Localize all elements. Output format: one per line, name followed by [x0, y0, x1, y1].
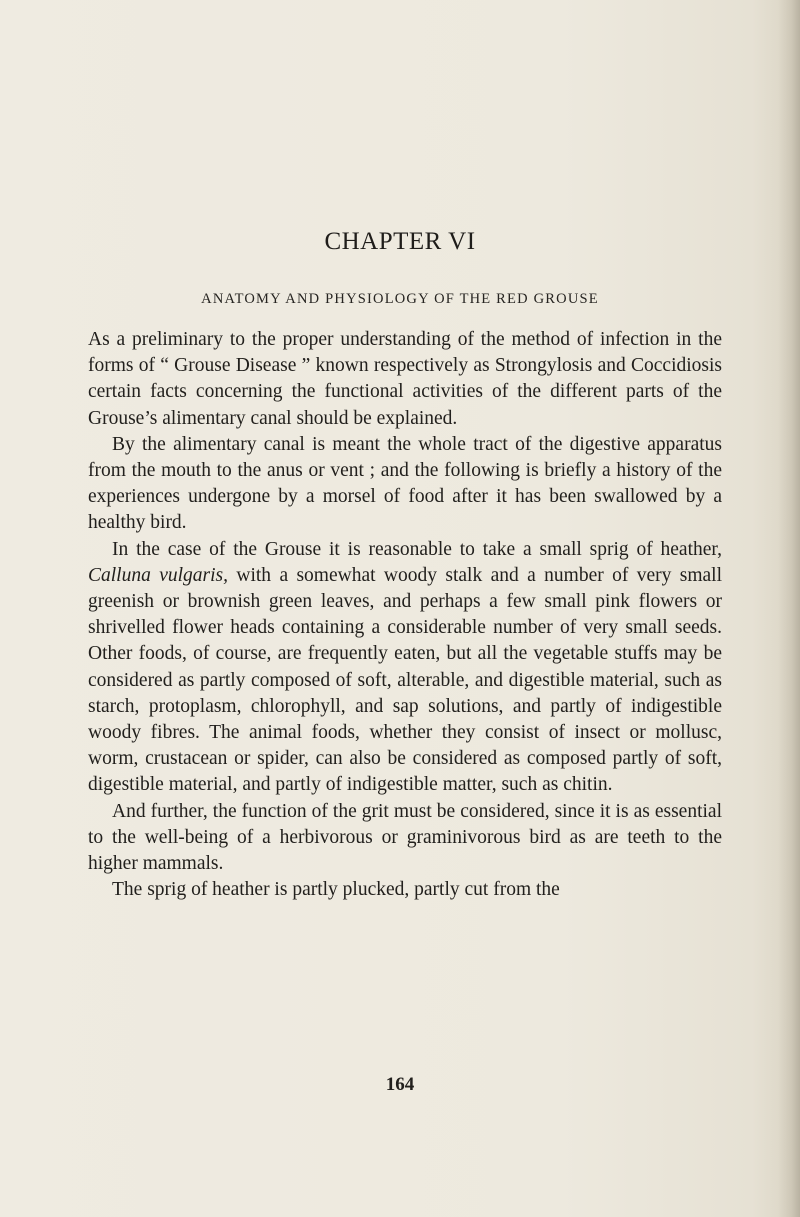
- body-text: [88, 327, 722, 903]
- paragraph-5: The sprig of heather is partly plucked, partly cut from the: [112, 879, 560, 901]
- paragraph-4: And further, the function of the grit must be considered, since it is as essential to the well-being of a herbivorous or graminivorous bird as are teeth to the higher mammals.: [88, 800, 722, 875]
- section-title: ANATOMY AND PHYSIOLOGY OF THE RED GROUSE: [201, 291, 599, 307]
- chapter-title: CHAPTER VI: [324, 228, 476, 255]
- species-name: Calluna vulgaris,: [88, 564, 229, 586]
- paragraph-3: [88, 537, 722, 799]
- paragraph-1: As a preliminary to the proper understanding of the method of infection in the forms of “ Grouse Disease ” known respectively as Strongylosis and Coccidiosis certain facts concerning the functional activities of the different parts of the Grouse’s alimentary canal should be explained.: [88, 329, 722, 429]
- page-number: 164: [385, 1074, 415, 1095]
- paragraph-3-end: with a somewhat woody stalk and a number of very small greenish or brownish green leaves, and perhaps a few small pink flowers or shrivelled flower heads containing a considerable number of very small seeds. Other foods, of course, are frequently eaten, but all the vegetable stuffs may be considered as partly composed of soft, alterable, and digestible material, such as starch, protoplasm, chlorophyll, and sap solutions, and partly of indigestible woody fibres. The animal foods, whether they consist of insect or mollusc, worm, crustacean or spider, can also be considered as composed partly of soft, digestible material, and partly of indigestible matter, such as chitin.: [88, 564, 722, 796]
- paragraph-2: By the alimentary canal is meant the whole tract of the digestive apparatus from the mouth to the anus or vent ; and the following is briefly a history of the experiences undergone by a morsel of food after it has been swallowed by a healthy bird.: [88, 433, 722, 534]
- page-edge-shadow: [778, 0, 800, 1217]
- paragraph-3-start: In the case of the Grouse it is reasonable to take a small sprig of heather,: [112, 538, 722, 560]
